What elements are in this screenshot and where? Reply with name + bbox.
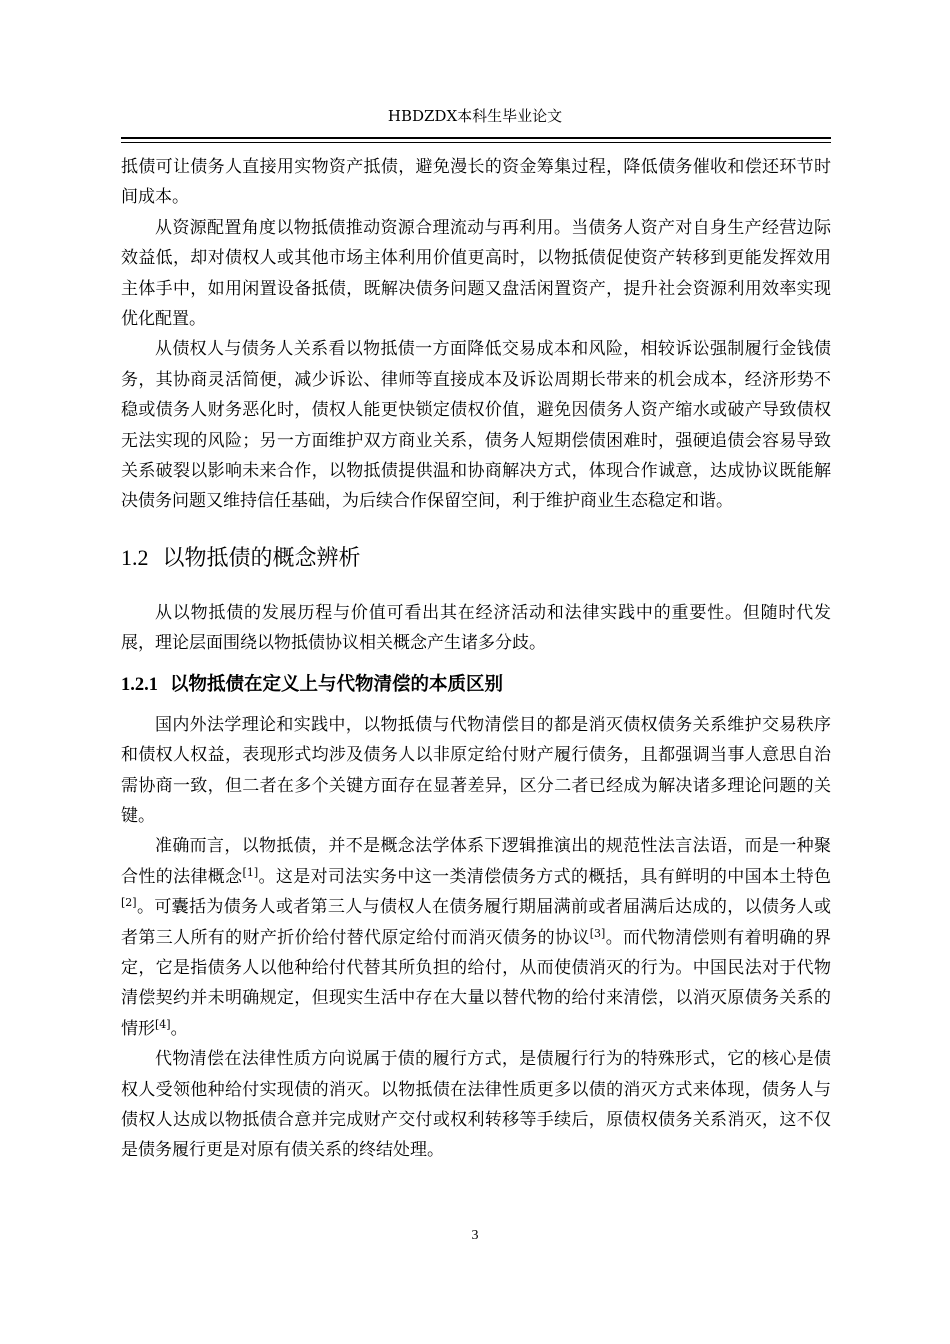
paragraph-resource-allocation: 从资源配置角度以物抵债推动资源合理流动与再利用。当债务人资产对自身生产经营边际效益低，却对债权人或其他市场主体利用价值更高时，以物抵债促使资产转移到更能发挥效用主体手中，如用闲置设备抵债，既解决债务问题又盘活闲置资产，提升社会资源利用效率实现优化配置。 (121, 217, 831, 330)
citation-ref-3[interactable]: [3] (589, 926, 606, 940)
paragraph-comparison: 国内外法学理论和实践中，以物抵债与代物清偿目的都是消灭债权债务关系维护交易秩序和债权人权益，表现形式均涉及债务人以非原定给付财产履行债务，且都强调当事人意思自治需协商一致，但二者在多个关键方面存在显著差异，区分二者已经成为解决诸多理论问题的关键。 (121, 714, 831, 826)
section-number: 1.2 (121, 544, 149, 570)
paragraph-legal-nature: 代物清偿在法律性质方向说属于债的履行方式，是债履行行为的特殊形式，它的核心是债权人受领他种给付实现债的消灭。以物抵债在法律性质更多以债的消灭方式来体现，债务人与债权人达成以物抵债合意并完成财产交付或权利转移等手续后，原债权债务关系消灭，这不仅是债务履行更是对原有债关系的终结处理。 (121, 1049, 831, 1161)
subsection-number: 1.2.1 (121, 674, 158, 695)
section-title: 以物抵债的概念辨析 (162, 545, 361, 571)
running-header: HBDZDX本科生毕业论文 (387, 107, 563, 125)
subsection-title: 以物抵债在定义上与代物清偿的本质区别 (170, 673, 504, 695)
page-number: 3 (471, 1228, 479, 1243)
paragraph-definitions (121, 831, 831, 1044)
paragraph-continued: 抵债可让债务人直接用实物资产抵债，避免漫长的资金筹集过程，降低债务催收和偿还环节时间成本。 (121, 157, 831, 208)
citation-ref-2[interactable]: [2] (121, 896, 137, 910)
citation-ref-1[interactable]: [1] (242, 865, 259, 879)
text-segment: 。可囊括为债务人或者第三人与债权人在债务履行期届满前或者届满后达成的，以债务人或者第三人所有的财产折价给付替代原定给付而消灭债务的协议 (121, 897, 831, 948)
text-segment: 。而代物清偿则有着明确的界定，它是指债务人以他种给付代替其所负担的给付，从而使债消灭的行为。中国民法对于代物清偿契约并未明确规定，但现实生活中存在大量以替代物的给付来清偿，以消灭原债务关系的情形 (121, 927, 832, 1039)
header-rule-thin (121, 142, 831, 143)
section-heading-1-2 (121, 543, 831, 574)
text-segment: 。这是对司法实务中这一类清偿债务方式的概括，具有鲜明的中国本土特色 (258, 866, 832, 887)
paragraph-creditor-debtor-relation: 从债权人与债务人关系看以物抵债一方面降低交易成本和风险，相较诉讼强制履行金钱债务，其协商灵活简便，减少诉讼、律师等直接成本及诉讼周期长带来的机会成本，经济形势不稳或债务人财务恶化时，债权人能更快锁定债权价值，避免因债务人资产缩水或破产导致债权无法实现的风险；另一方面维护双方商业关系，债务人短期偿债困难时，强硬追债会容易导致关系破裂以影响未来合作，以物抵债提供温和协商解决方式，体现合作诚意，达成协议既能解决债务问题又维持信任基础，为后续合作保留空间，利于维护商业生态稳定和谐。 (121, 339, 831, 512)
text-segment: 。 (170, 1018, 188, 1039)
citation-ref-4[interactable]: [4] (155, 1017, 171, 1031)
page-body (121, 152, 831, 1166)
subsection-heading-1-2-1 (121, 671, 831, 699)
paragraph-concept-intro: 从以物抵债的发展历程与价值可看出其在经济活动和法律实践中的重要性。但随时代发展，理论层面围绕以物抵债协议相关概念产生诸多分歧。 (121, 602, 831, 654)
header-rule-thick (121, 137, 831, 139)
text-segment: 准确而言，以物抵债，并不是概念法学体系下逻辑推演出的规范性法言法语，而是一种聚合性的法律概念 (121, 836, 831, 887)
